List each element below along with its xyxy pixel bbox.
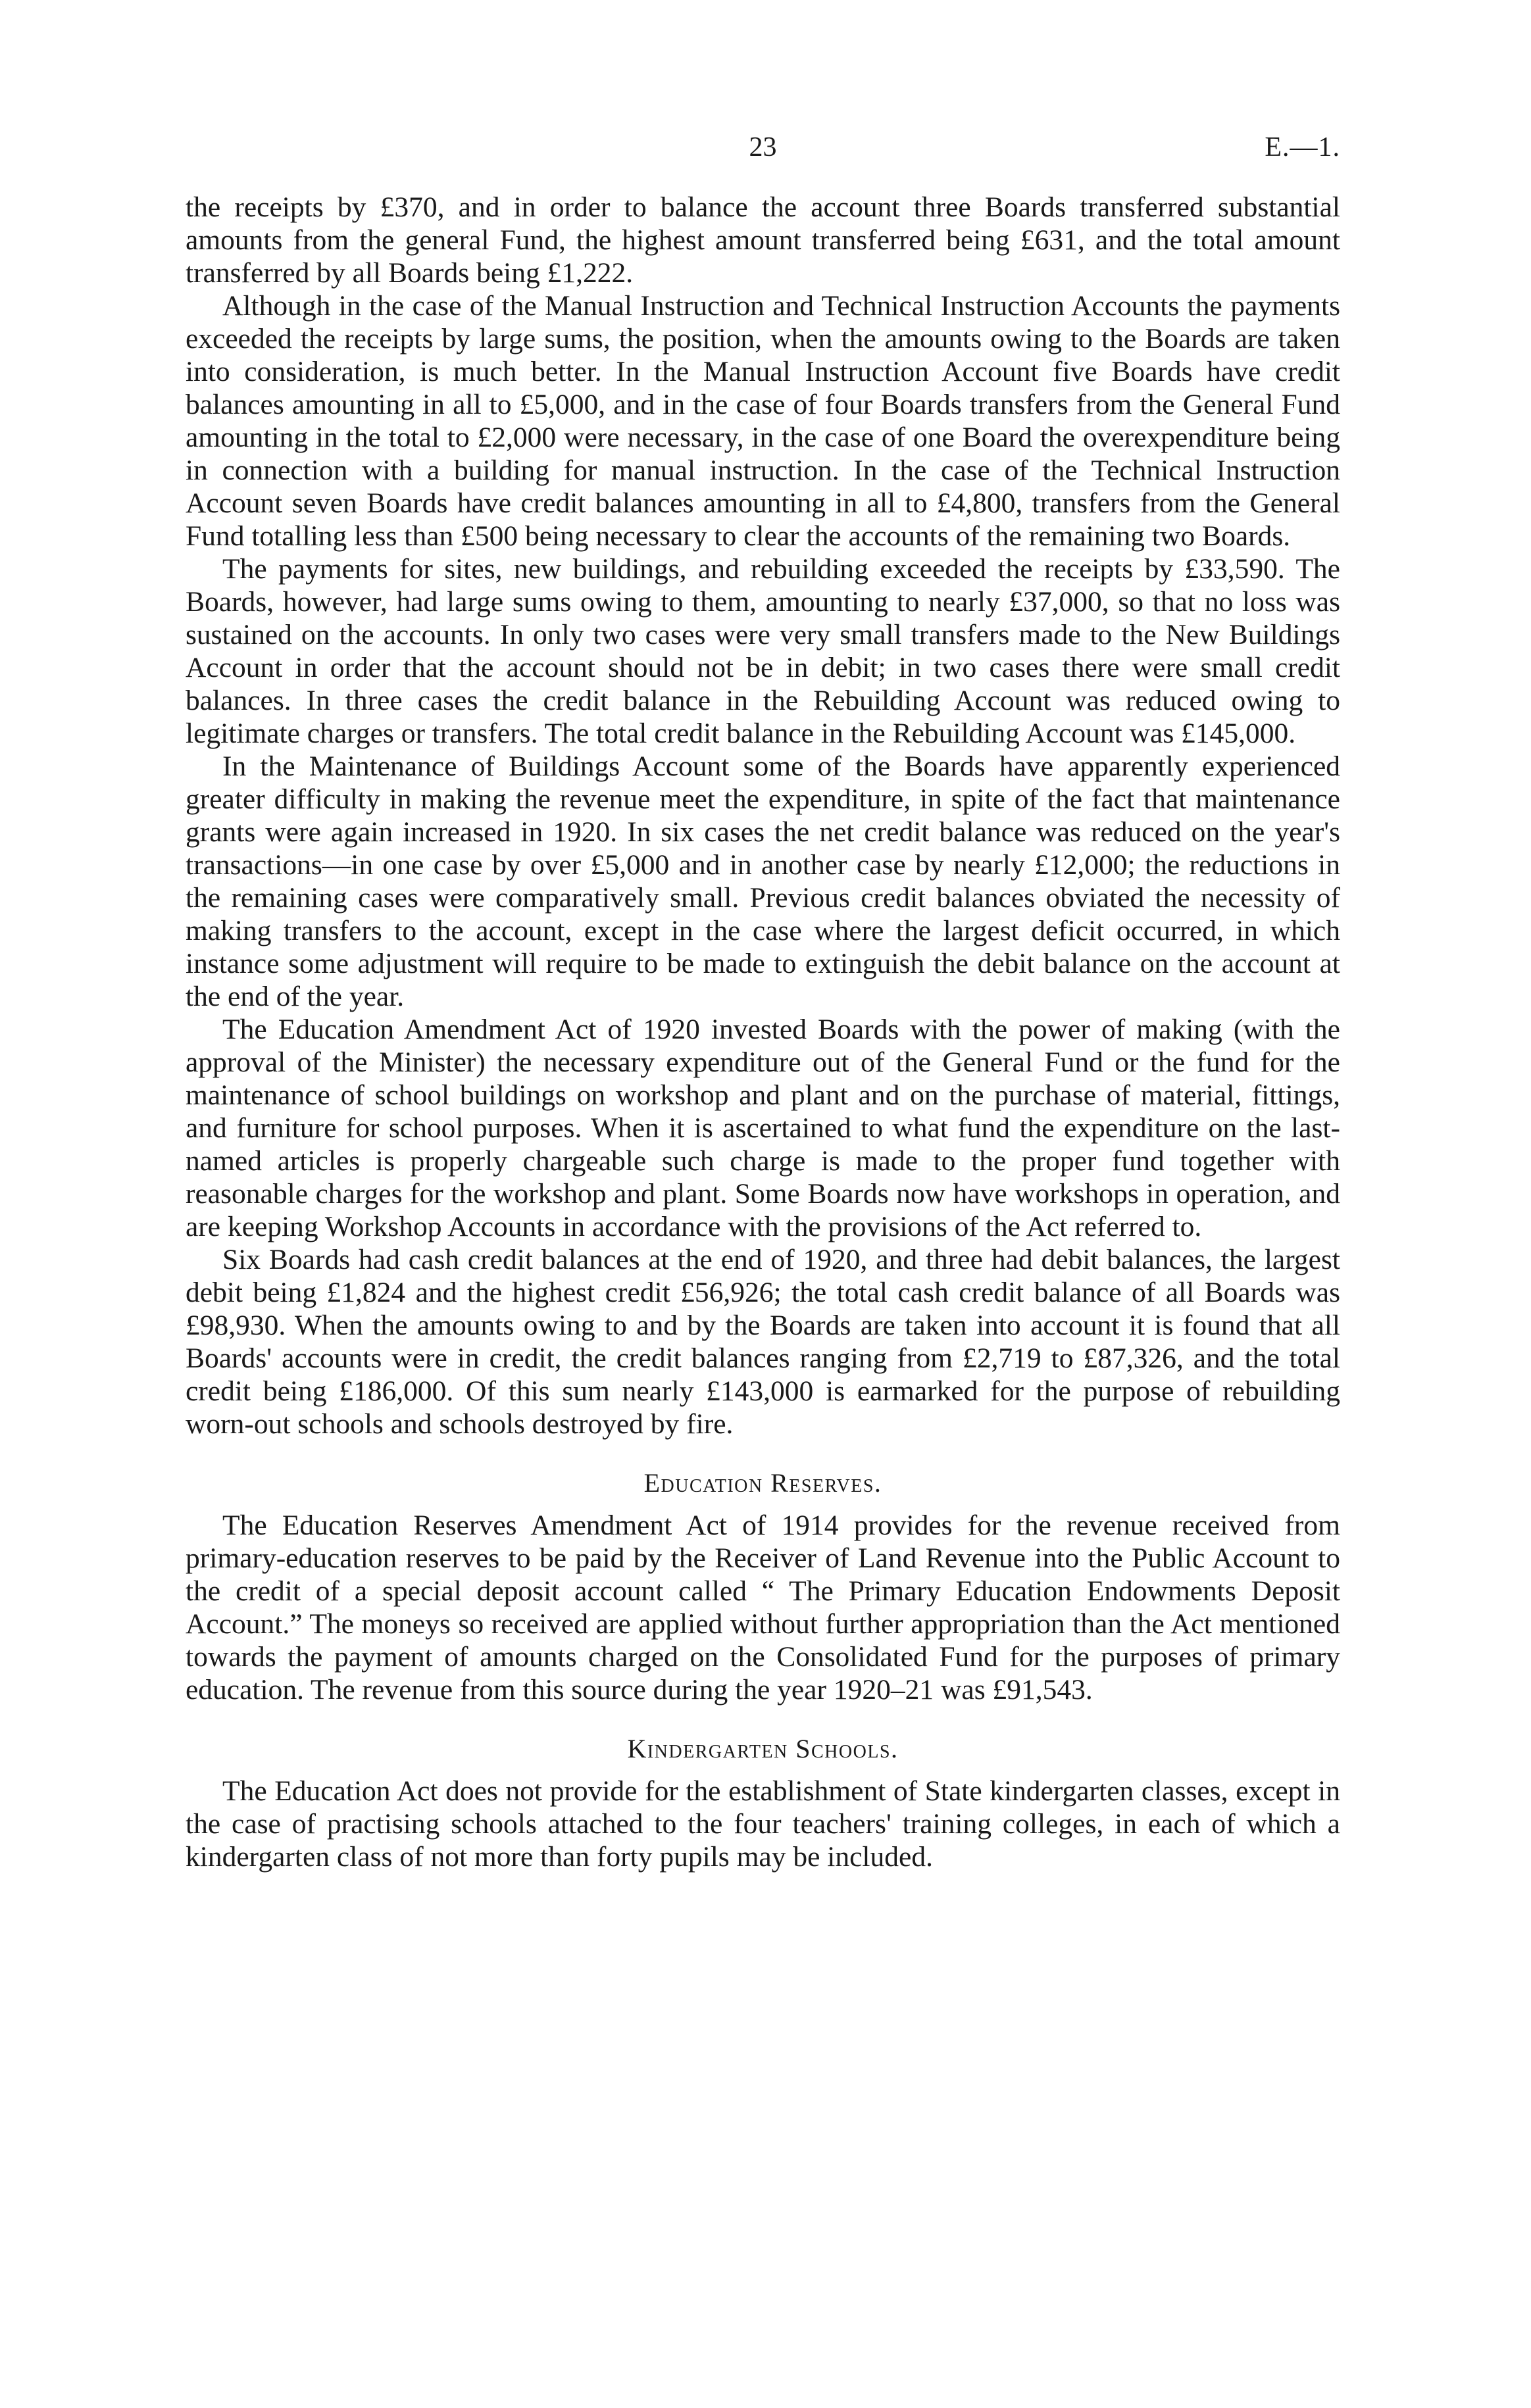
paragraph: In the Maintenance of Buildings Account some of the Boards have apparently experienced greater difficulty in making the revenue meet the expenditure, in spite of the fact that maintenance grants were again increased in 1920. In six cases the net credit balance was reduced on the year's transactions—in one case by over £5,000 and in another case by nearly £12,000; the reductions in the remaining cases were comparatively small. Previous credit balances obviated the necessity of making transfers to the account, except in the case where the largest deficit occurred, in which instance some adjustment will require to be made to extinguish the debit balance on the account at the end of the year. [186, 750, 1340, 1012]
paragraph: the receipts by £370, and in order to balance the account three Boards transferred substantial amounts from the general Fund, the highest amount transferred being £631, and the total amount transferred by all Boards being £1,222. [186, 191, 1340, 289]
section-heading: Education Reserves. [643, 1468, 882, 1498]
series-code: E.—1. [1265, 132, 1340, 162]
paragraph: The Education Act does not provide for the establishment of State kindergarten classes, except in the case of practising schools attached to the four teachers' training colleges, in each of which a kindergarten class of not more than forty pupils may be included. [186, 1775, 1340, 1873]
paragraph: The Education Amendment Act of 1920 invested Boards with the power of making (with the approval of the Minister) the necessary expenditure out of the General Fund or the fund for the maintenance of school buildings on workshop and plant and on the purchase of material, fittings, and furniture for school purposes. When it is ascertained to what fund the expenditure on the last-named articles is properly chargeable such charge is made to the proper fund together with reasonable charges for the workshop and plant. Some Boards now have workshops in operation, and are keeping Workshop Accounts in accordance with the provisions of the Act referred to. [186, 1014, 1340, 1242]
paragraph: Although in the case of the Manual Instruction and Technical Instruction Accounts the payments exceeded the receipts by large sums, the position, when the amounts owing to the Boards are taken into consideration, is much better. In the Manual Instruction Account five Boards have credit balances amounting in all to £5,000, and in the case of four Boards transfers from the General Fund amounting in the total to £2,000 were necessary, in the case of one Board the overexpenditure being in connection with a building for manual instruction. In the case of the Technical Instruction Account seven Boards have credit balances amounting in all to £4,800, transfers from the General Fund totalling less than £500 being necessary to clear the accounts of the remaining two Boards. [186, 290, 1340, 552]
paragraph: The Education Reserves Amendment Act of 1914 provides for the revenue received from primary-education reserves to be paid by the Receiver of Land Revenue into the Public Account to the credit of a special deposit account called “ The Primary Education Endowments Deposit Account.” The moneys so received are applied without further appropriation than the Act mentioned towards the payment of amounts charged on the Consolidated Fund for the purposes of primary education. The revenue from this source during the year 1920–21 was £91,543. [186, 1510, 1340, 1706]
education-reserves-section [186, 1467, 1340, 1706]
paragraph: The payments for sites, new buildings, and rebuilding exceeded the receipts by £33,590. The Boards, however, had large sums owing to them, amounting to nearly £37,000, so that no loss was sustained on the accounts. In only two cases were very small transfers made to the New Buildings Account in order that the account should not be in debit; in two cases there were small credit balances. In three cases the credit balance in the Rebuilding Account was reduced owing to legitimate charges or transfers. The total credit balance in the Rebuilding Account was £145,000. [186, 553, 1340, 749]
kindergarten-schools-section [186, 1732, 1340, 1873]
paragraph: Six Boards had cash credit balances at the end of 1920, and three had debit balances, the largest debit being £1,824 and the highest credit £56,926; the total cash credit balance of all Boards was £98,930. When the amounts owing to and by the Boards are taken into account it is found that all Boards' accounts were in credit, the credit balances ranging from £2,719 to £87,326, and the total credit being £186,000. Of this sum nearly £143,000 is earmarked for the purpose of rebuilding worn-out schools and schools destroyed by fire. [186, 1244, 1340, 1440]
page-number: 23 [749, 132, 777, 162]
accounts-section [186, 191, 1340, 1440]
running-header [186, 132, 1340, 171]
section-heading: Kindergarten Schools. [627, 1734, 899, 1763]
